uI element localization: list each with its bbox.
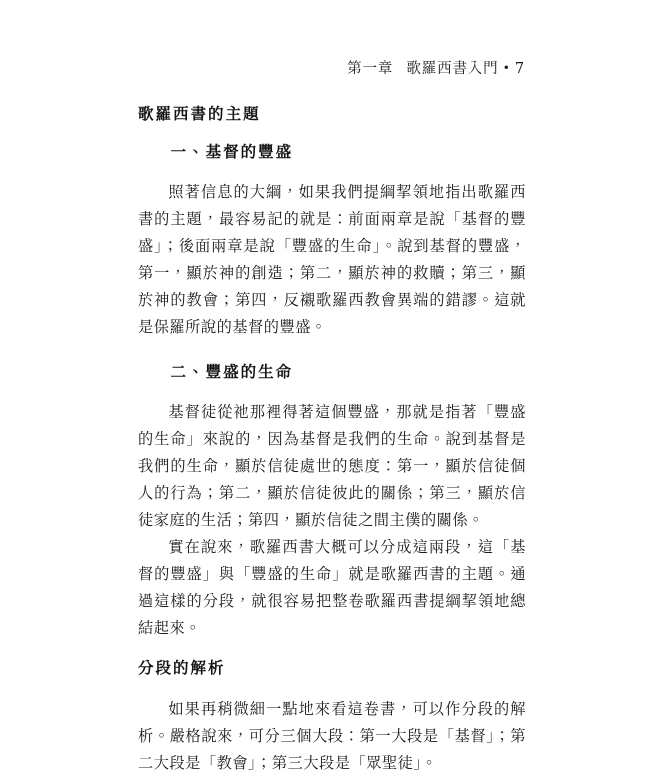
spacer <box>138 341 526 362</box>
running-head-separator-icon: • <box>502 60 511 75</box>
section-title-division-analysis: 分段的解析 <box>138 658 226 678</box>
paragraph-two-divisions: 實在說來，歌羅西書大概可以分成這兩段，這「基督的豐盛」與「豐盛的生命」就是歌羅西書的主題。通過這樣的分段，就很容易把整卷歌羅西書提綱挈領地總結起來。 <box>138 538 526 638</box>
paragraph-three-divisions: 如果再稍微細一點地來看這卷書，可以作分段的解析。嚴格說來，可分三個大段：第一大段是「基督」；第二大段是「教會」；第三大段是「眾聖徒」。 <box>138 700 526 773</box>
spacer <box>138 642 526 658</box>
section-title-themes: 歌羅西書的主題 <box>138 104 261 123</box>
running-head-page-number: 7 <box>514 61 525 77</box>
paragraph-abundant-life: 基督徒從祂那裡得著這個豐盛，那就是指著「豐盛的生命」來說的，因為基督是我們的生命。說到基督是我們的生命，顯於信徒處世的態度：第一，顯於信徒個人的行為；第二，顯於信徒彼此的關係；第三，顯於信徒家庭的生活；第四，顯於信徒之間主僕的關係。 <box>138 403 526 530</box>
subsection-heading-two: 二、豐盛的生命 <box>170 362 294 382</box>
subsection-heading-one: 一、基督的豐盛 <box>170 141 294 161</box>
running-head-book-title: 歌羅西書入門 <box>406 61 499 77</box>
running-head <box>0 57 525 78</box>
running-head-chapter: 第一章 <box>347 61 394 77</box>
paragraph-christ-fullness: 照著信息的大綱，如果我們提綱挈領地指出歌羅西書的主題，最容易記的就是：前面兩章是說「基督的豐盛」；後面兩章是說「豐盛的生命」。說到基督的豐盛，第一，顯於神的創造；第二，顯於神的救贖；第三，顯於神的教會；第四，反襯歌羅西教會異端的錯謬。這就是保羅所說的基督的豐盛。 <box>138 182 526 337</box>
text-column <box>138 104 526 778</box>
